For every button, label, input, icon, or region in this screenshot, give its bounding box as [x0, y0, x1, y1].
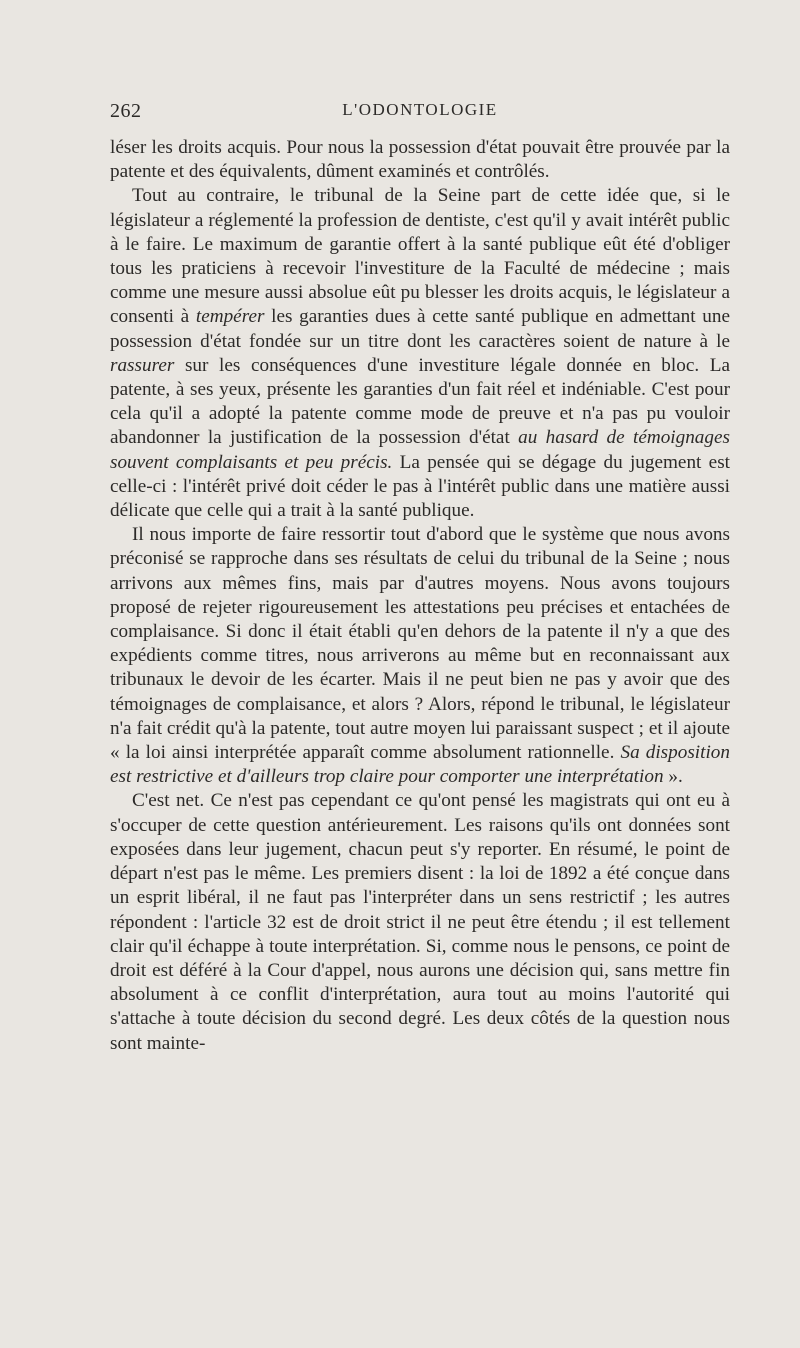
text-segment: les garanties dues à cette santé publique en admettant une possession d'état fondée sur un titre dont les caractères soient de nature à le [110, 306, 730, 352]
text-segment: Tout au contraire, le tribunal de la Seine part de cette idée que, si le législateur a réglementé la profession de dentiste, c'est qu'il y avait intérêt public à le faire. Le maximum de garantie offert à la santé publique eût été d'obliger tous les praticiens à recevoir l'investiture de la Faculté de médecine ; mais comme une mesure aussi absolue eût pu blesser les droits acquis, le législateur a consenti à [110, 185, 730, 328]
body-text [110, 136, 730, 1056]
text-segment: Il nous importe de faire ressortir tout d'abord que le système que nous avons préconisé se rapproche dans ses résultats de celui du tribunal de la Seine ; nous arrivons aux mêmes fins, mais par d'autres moyens. Nous avons toujours proposé de rejeter rigoureusement les attestations peu précises et entachées de complaisance. Si donc il était établi qu'en dehors de la patente il n'y a que des expédients comme titres, nous arriverons au même but en reconnaissant aux tribunaux le devoir de les écarter. Mais il ne peut bien ne pas y avoir que des témoignages de complaisance, et alors ? Alors, répond le tribunal, le législateur n'a fait crédit qu'à la patente, tout autre moyen lui paraissant suspect ; et il ajoute « la loi ainsi interprétée apparaît comme absolument rationnelle. [110, 524, 730, 764]
italic-segment: rassurer [110, 354, 175, 376]
text-segment: léser les droits acquis. Pour nous la possession d'état pouvait être prouvée par la patente et des équivalents, dûment examinés et contrôlés. [110, 137, 730, 183]
italic-segment: Sa disposition est restrictive et d'ailleurs trop claire pour comporter une interprétation [110, 742, 730, 788]
paragraph [110, 184, 730, 523]
italic-segment: tempérer [195, 306, 265, 328]
paragraph [110, 523, 730, 789]
text-segment: sur les conséquences d'une investiture légale donnée en bloc. La patente, à ses yeux, présente les garanties d'un fait réel et indéniable. C'est pour cela qu'il a adopté la patente comme mode de preuve et n'a pas pu vouloir abandonner la justification de la possession d'état [110, 354, 730, 449]
text-segment: C'est net. Ce n'est pas cependant ce qu'ont pensé les magistrats qui ont eu à s'occuper de cette question antérieurement. Les raisons qu'ils ont données sont exposées dans leur jugement, chacun peut s'y reporter. En résumé, le point de départ n'est pas le même. Les premiers disent : la loi de 1892 a été conçue dans un esprit libéral, il ne faut pas l'interpréter dans un sens restrictif ; les autres répondent : l'article 32 est de droit strict il ne peut être étendu ; il est tellement clair qu'il échappe à toute interprétation. Si, comme nous le pensons, ce point de droit est déféré à la Cour d'appel, nous aurons une décision qui, sans mettre fin absolument à ce conflit d'interprétation, aura tout au moins l'autorité qui s'attache à toute décision du second degré. Les deux côtés de la question nous sont mainte- [110, 790, 730, 1054]
page-number: 262 [110, 100, 142, 122]
text-segment: La pensée qui se dégage du jugement est celle-ci : l'intérêt privé doit céder le pas à l'intérêt public dans une matière aussi délicate que celle qui a trait à la santé publique. [110, 451, 730, 522]
italic-segment: au hasard de témoignages souvent complaisants et peu précis. [110, 427, 730, 473]
paragraph [110, 789, 730, 1055]
page-header [110, 98, 730, 128]
running-title: L'ODONTOLOGIE [342, 100, 498, 119]
text-segment: ». [663, 766, 683, 788]
paragraph [110, 136, 730, 184]
